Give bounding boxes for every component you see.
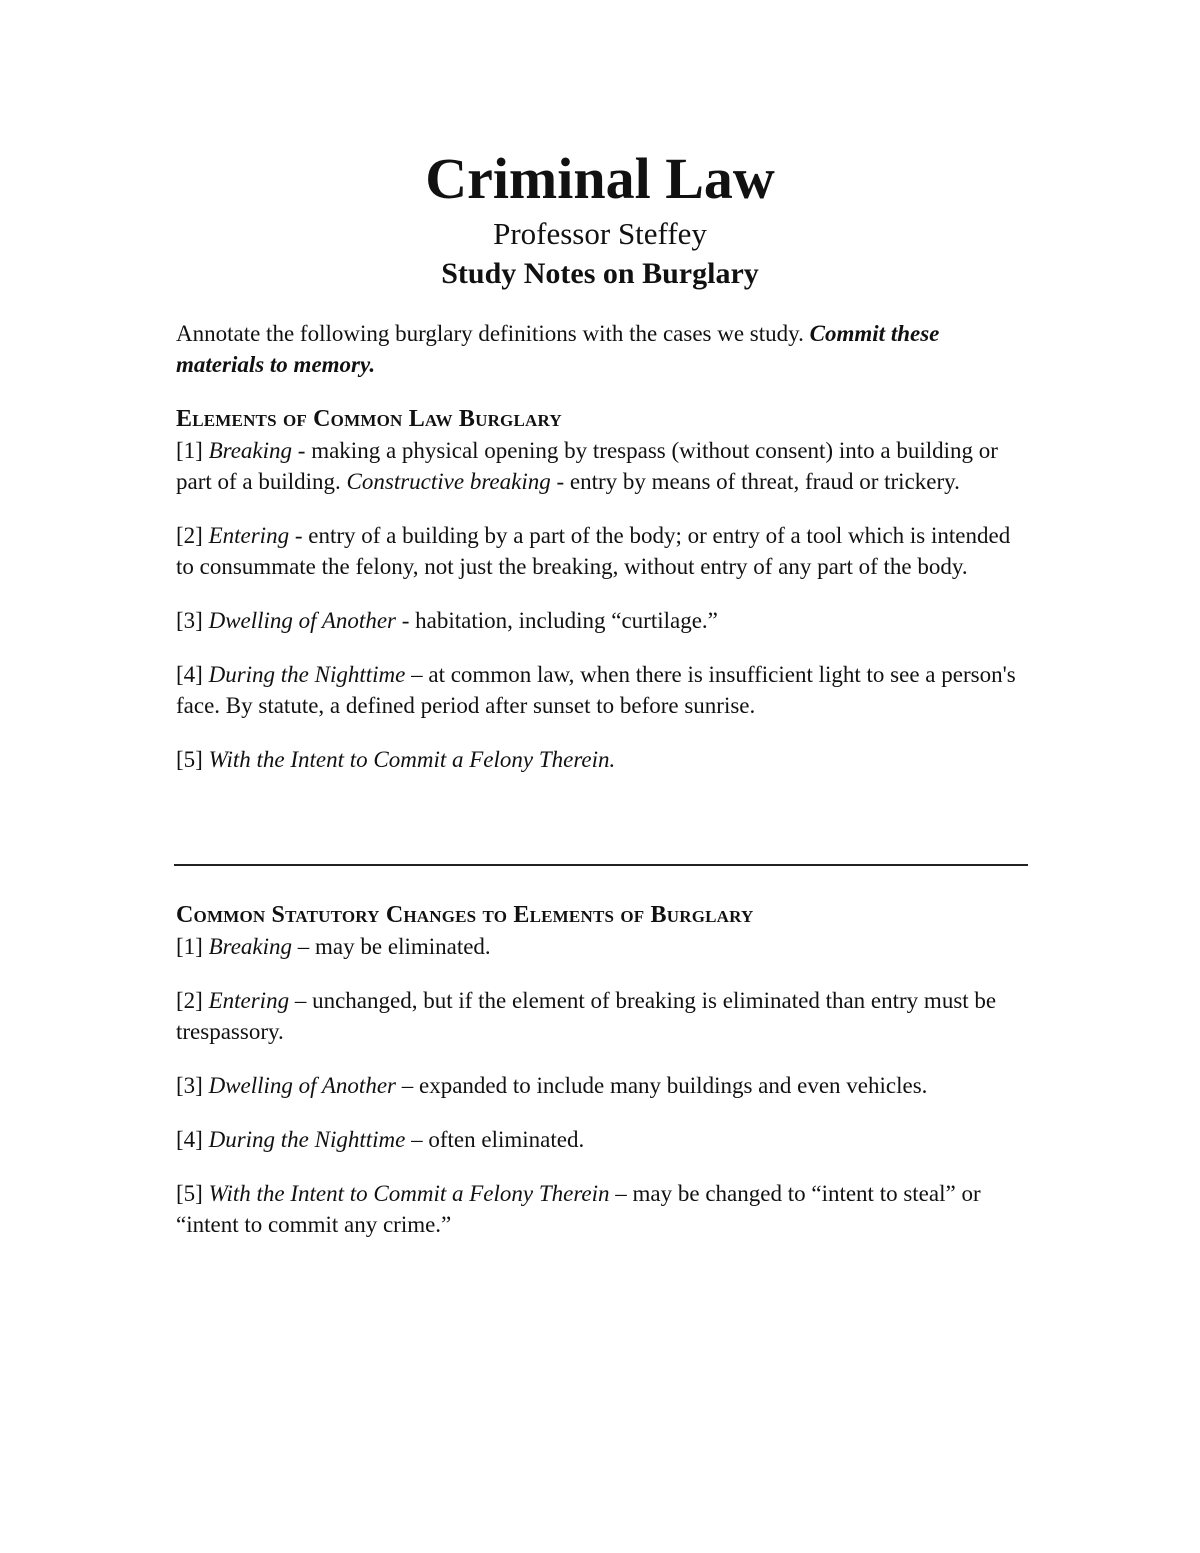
item-term: Entering [208,988,290,1013]
item-term: Dwelling of Another [208,608,396,633]
item-text: – expanded to include many buildings and even vehicles. [395,1073,928,1098]
item-number: [4] [176,1127,209,1152]
statutory-item-5 [176,1178,1026,1240]
item-number: [4] [176,662,209,687]
common-law-item-4 [176,659,1026,721]
item-term: Breaking [208,934,293,959]
common-law-section [176,404,1026,775]
statutory-item-1 [176,931,1026,962]
statutory-section [176,900,1026,1240]
intro-paragraph [176,318,1026,380]
item-text: – unchanged, but if the element of breaking is eliminated than entry must be trespassory. [176,988,997,1044]
item-term: Entering [208,523,290,548]
page-title: Criminal Law [425,146,775,211]
item-term: During the Nighttime [208,662,406,687]
item-term: With the Intent to Commit a Felony Therein [208,1181,610,1206]
page-subtitle: Study Notes on Burglary [441,257,759,290]
item-text: - entry of a building by a part of the body; or entry of a tool which is intended to consummate the felony, not just the breaking, without entry of any part of the body. [176,523,1011,579]
item-term: With the Intent to Commit a Felony Therein. [208,747,616,772]
intro-text: Annotate the following burglary definitions with the cases we study. [176,321,810,346]
common-law-item-1 [176,435,1026,497]
section-heading-common-law: Elements of Common Law Burglary [176,406,562,432]
section-heading-statutory: Common Statutory Changes to Elements of Burglary [176,902,754,928]
statutory-item-2 [176,985,1026,1047]
item-text: - habitation, including “curtilage.” [395,608,718,633]
item-text: – may be changed to “intent to steal” or “intent to commit any crime.” [176,1181,981,1237]
statutory-item-4 [176,1124,1026,1155]
section-divider [174,864,1028,866]
item-number: [3] [176,1073,209,1098]
item-term: Dwelling of Another [208,1073,396,1098]
item-number: [2] [176,523,209,548]
item-number: [1] [176,438,209,463]
item-text: – may be eliminated. [292,934,491,959]
item-term: Breaking [208,438,293,463]
common-law-item-5 [176,744,1026,775]
item-text-secondary: - entry by means of threat, fraud or trickery. [550,469,960,494]
common-law-item-2 [176,520,1026,582]
item-text: - making a physical opening by trespass (without consent) into a building or part of a building. [176,438,998,494]
item-number: [3] [176,608,209,633]
item-number: [5] [176,1181,209,1206]
statutory-item-3 [176,1070,1026,1101]
item-number: [5] [176,747,209,772]
item-term-secondary: Constructive breaking [346,469,551,494]
item-number: [1] [176,934,209,959]
professor-name: Professor Steffey [493,216,707,251]
item-text: – often eliminated. [405,1127,585,1152]
item-term: During the Nighttime [208,1127,406,1152]
intro-emphasis: Commit these materials to memory. [176,321,940,377]
common-law-item-3 [176,605,1026,636]
item-number: [2] [176,988,209,1013]
item-text: – at common law, when there is insufficient light to see a person's face. By statute, a defined period after sunset to before sunrise. [176,662,1016,718]
